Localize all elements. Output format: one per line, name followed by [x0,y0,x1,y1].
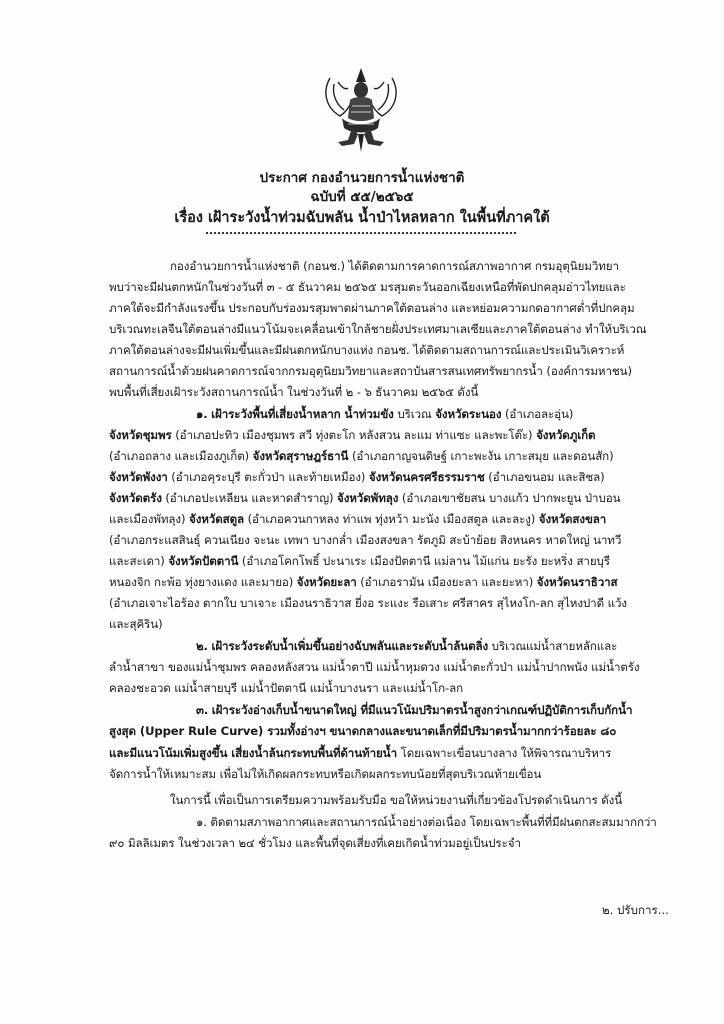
province: จังหวัดยะลา [296,575,357,589]
province: จังหวัดพังงา [109,470,168,484]
item2-line: ลำน้ำสาขา ของแม่น้ำชุมพร คลองหลังสวน แม่น้ำตาปี แม่น้ำหุมดวง แม่น้ำตะกั่วป่า แม่น้ำปากพนัง แม่น้ำตรัง [109,660,640,674]
garuda-emblem-icon [318,66,404,154]
item3-line: และมีแนวโน้มเพิ่มสูงขึ้น เสี่ยงน้ำล้นกระทบพื้นที่ด้านท้ายน้ำ โดยเฉพาะเขื่อนบางลาง ให้พิจารณาบริหาร [109,746,612,760]
continued-marker: ๒. ปรับการ... [602,903,669,917]
province: จังหวัดปัตตานี [168,554,239,568]
province: จังหวัดนครศรีธรรมราช [368,470,485,484]
item1-line: และสะเดา) จังหวัดปัตตานี (อำเภอโคกโพธิ์ ปะนาเระ เมืองปัตตานี แม่ลาน ไม้แก่น ยะรัง ยะหริ่ง สายบุรี [109,554,610,568]
province: จังหวัดพัทลุง [337,491,399,505]
item2-number: ๒. [196,639,208,653]
item1-line: (อำเภอกระแสสินธุ์ ควนเนียง จะนะ เทพา บางกล่ำ เมืองสงขลา รัตภูมิ สะบ้าย้อย สิงหนคร หาดใหญ่ นาทวี [109,533,622,547]
announcement-title: ประกาศ กองอำนวยการน้ำแห่งชาติ [259,170,465,186]
item1-line: จังหวัดตรัง (อำเภอปะเหลียน และหาดสำราญ) จังหวัดพัทลุง (อำเภอเขาชัยสน บางแก้ว ปากพะยูน ป่าบอน [109,491,621,505]
province: จังหวัดนราธิวาส [536,575,618,589]
item1-line: หนองจิก กะพ้อ ทุ่งยางแดง และมายอ) จังหวัดยะลา (อำเภอรามัน เมืองยะลา และยะหา) จังหวัดนราธิวาส [109,575,618,589]
intro-line: บริเวณทะเลจีนใต้ตอนล่างมีแนวโน้มจะเคลื่อนเข้าใกล้ชายฝั่งประเทศมาเลเซียและภาคใต้ตอนล่าง ทำให้บริเวณ [109,322,647,336]
province: จังหวัดตรัง [109,491,162,505]
subject-line: เรื่อง เฝ้าระวังน้ำท่วมฉับพลัน น้ำป่าไหลหลาก ในพื้นที่ภาคใต้ [174,210,550,226]
item1-heading: เฝ้าระวังพื้นที่เสี่ยงน้ำหลาก น้ำท่วมขัง [211,407,394,421]
item3-line: จัดการน้ำให้เหมาะสม เพื่อไม่ให้เกิดผลกระทบหรือเกิดผลกระทบน้อยที่สุดบริเวณท้ายเขื่อน [109,767,542,781]
province: จังหวัดชุมพร [109,428,172,442]
item2-heading: เฝ้าระวังระดับน้ำเพิ่มขึ้นอย่างฉับพลันและระดับน้ำล้นตลิ่ง [211,639,489,653]
action-item: ๙๐ มิลลิเมตร ในช่วงเวลา ๒๔ ชั่วโมง และพื้นที่จุดเสี่ยงที่เคยเกิดน้ำท่วมอยู่เป็นประจำ [109,836,521,850]
intro-line: กองอำนวยการน้ำแห่งชาติ (กอนช.) ได้ติดตามการคาดการณ์สภาพอากาศ กรมอุตุนิยมวิทยา [170,259,619,273]
item2-line: คลองชะอวด แม่น้ำสายบุรี แม่น้ำปัตตานี แม่น้ำบางนรา และแม่น้ำโก-ลก [109,681,463,695]
item1-line: และเมืองพัทลุง) จังหวัดสตูล (อำเภอควนกาหลง ท่าแพ ทุ่งหว้า มะนัง เมืองสตูล และละงู) จังหวัดสงขลา [109,512,607,526]
item1-number: ๑. [196,407,208,421]
item1-line: (อำเภอเจาะไอร้อง ตากใบ บาเจาะ เมืองนราธิวาส ยี่งอ ระแงะ รือเสาะ ศรีสาคร สุไหงโก-ลก สุไหงปาดี แว้ง [109,596,627,610]
issue-number: ฉบับที่ ๕๕/๒๕๖๕ [310,189,414,205]
intro-line: พบพื้นที่เสี่ยงเฝ้าระวังสถานการณ์น้ำ ในช่วงวันที่ ๒ - ๖ ธันวาคม ๒๕๖๕ ดังนี้ [109,385,479,399]
intro-line: พบว่าจะมีฝนตกหนักในช่วงวันที่ ๓ - ๕ ธันวาคม ๒๕๖๕ มรสุมตะวันออกเฉียงเหนือที่พัดปกคลุมอ่าวไทยและ [109,280,626,294]
province: จังหวัดสงขลา [538,512,607,526]
separator-dots [206,232,516,234]
action-item: ๑. ติดตามสภาพอากาศและสถานการณ์น้ำอย่างต่อเนื่อง โดยเฉพาะพื้นที่ที่มีฝนตกสะสมมากกว่า [196,815,657,829]
item1-line: จังหวัดชุมพร (อำเภอปะทิว เมืองชุมพร สวี ทุ่งตะโก หลังสวน ละแม ท่าแซะ และพะโต๊ะ) จังหวัดภูเก็ต [109,428,596,442]
item2-line: ๒. เฝ้าระวังระดับน้ำเพิ่มขึ้นอย่างฉับพลันและระดับน้ำล้นตลิ่ง บริเวณแม่น้ำสายหลักและ [196,639,618,653]
actions-intro: ในการนี้ เพื่อเป็นการเตรียมความพร้อมรับมือ ขอให้หน่วยงานที่เกี่ยวข้องโปรดดำเนินการ ดังนี้ [170,793,623,807]
province: จังหวัดสตูล [189,512,245,526]
item1-line: ๑. เฝ้าระวังพื้นที่เสี่ยงน้ำหลาก น้ำท่วมขัง บริเวณ จังหวัดระนอง (อำเภอละอุ่น) [196,407,574,421]
intro-line: ภาคใต้ตอนล่างจะมีฝนเพิ่มขึ้นและมีฝนตกหนักบางแห่ง กอนช. ได้ติดตามสถานการณ์และประเมินวิเคราะห์ [109,343,625,357]
intro-line: สถานการณ์น้ำด้วยฝนคาดการณ์จากกรมอุตุนิยมวิทยาและสถาบันสารสนเทศทรัพยากรน้ำ (องค์การมหาชน) [109,364,632,378]
item1-line: (อำเภอถลาง และเมืองภูเก็ต) จังหวัดสุราษฎร์ธานี (อำเภอกาญจนดิษฐ์ เกาะพะงัน เกาะสมุย และดอนสัก) [109,449,614,463]
item3-number: ๓. [196,703,209,717]
province: จังหวัดระนอง [435,407,502,421]
item1-line: จังหวัดพังงา (อำเภอคุระบุรี ตะกั่วป่า และท้ายเหมือง) จังหวัดนครศรีธรรมราช (อำเภอขนอม และสิชล) [109,470,605,484]
province: จังหวัดสุราษฎร์ธานี [252,449,349,463]
intro-line: ภาคใต้จะมีกำลังแรงขึ้น ประกอบกับร่องมรสุมพาดผ่านภาคใต้ตอนล่าง และหย่อมความกดอากาศต่ำที่ปกคลุม [109,301,635,315]
item3-line: สูงสุด (Upper Rule Curve) รวมทั้งอ่างฯ ขนาดกลางและขนาดเล็กที่มีปริมาตรน้ำมากกว่าร้อยละ ๘๐ [109,724,617,738]
item1-line: และสุคิริน) [109,617,163,631]
item3-line: ๓. เฝ้าระวังอ่างเก็บน้ำขนาดใหญ่ ที่มีแนวโน้มปริมาตรน้ำสูงกว่าเกณฑ์ปฏิบัติการเก็บกักน้ำ [196,703,633,717]
province: จังหวัดภูเก็ต [536,428,596,442]
